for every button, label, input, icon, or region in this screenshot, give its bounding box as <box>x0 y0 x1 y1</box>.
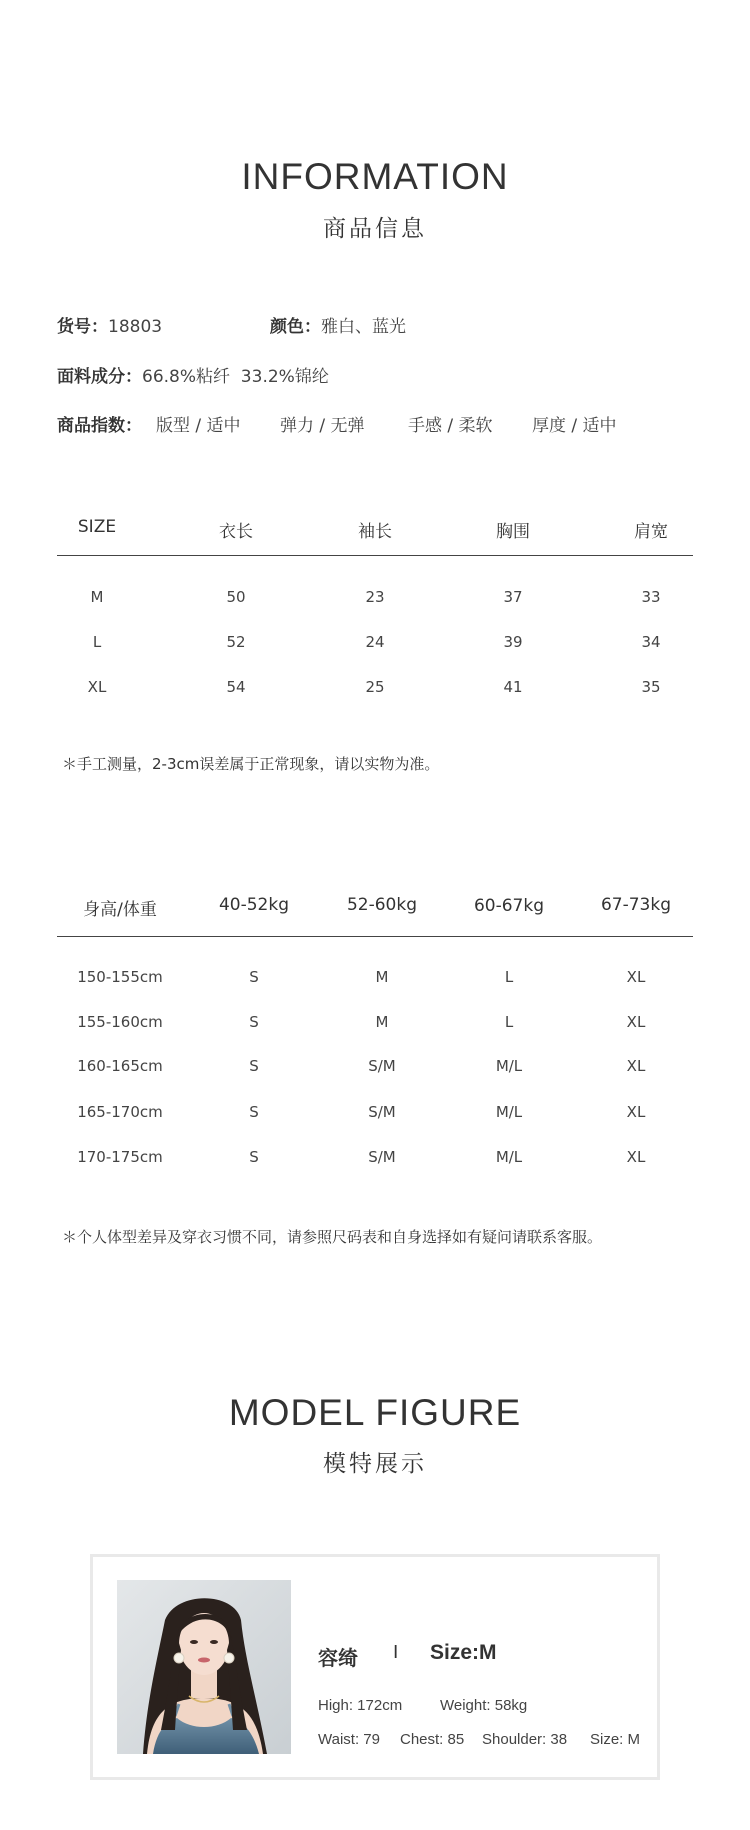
fit-cell: 165-170cm <box>77 1103 163 1121</box>
size-table-divider <box>57 555 693 556</box>
color-label: 颜色： <box>270 317 321 337</box>
model-weight: Weight: 58kg <box>440 1697 528 1714</box>
fit-cell: 170-175cm <box>77 1148 163 1166</box>
fit-cell: M/L <box>495 1148 523 1166</box>
model-title-cn: 模特展示 <box>323 1451 427 1477</box>
fit-header: 60-67kg <box>473 896 545 916</box>
model-portrait-illustration <box>117 1580 291 1754</box>
size-table-note: ＊手工测量，2-3cm误差属于正常现象，请以实物为准。 <box>62 755 440 773</box>
fit-cell: 150-155cm <box>77 968 163 986</box>
info-title-cn: 商品信息 <box>323 216 427 242</box>
index-line <box>57 411 142 436</box>
index-hand-feel: 手感 / 柔软 <box>408 416 493 436</box>
fit-header: 身高/体重 <box>83 900 157 920</box>
fit-cell: S/M <box>368 1148 396 1166</box>
fit-cell: S <box>249 968 259 986</box>
fabric-label: 面料成分： <box>57 367 142 387</box>
index-elasticity: 弹力 / 无弹 <box>280 416 365 436</box>
model-photo <box>117 1580 291 1754</box>
size-cell: XL <box>87 678 107 696</box>
color-value: 雅白、蓝光 <box>321 317 406 337</box>
size-cell: 24 <box>365 633 385 651</box>
fit-cell: S <box>249 1057 259 1075</box>
model-title-en: MODEL FIGURE <box>228 1392 522 1433</box>
fabric-line <box>57 362 329 387</box>
index-thickness: 厚度 / 适中 <box>532 416 617 436</box>
fit-cell: XL <box>626 1013 646 1031</box>
fit-cell: S <box>249 1013 259 1031</box>
fit-cell: XL <box>626 1103 646 1121</box>
model-size: Size:M <box>430 1641 497 1664</box>
fit-cell: S <box>249 1148 259 1166</box>
size-cell: 23 <box>365 588 385 606</box>
size-header: SIZE <box>77 517 117 537</box>
model-waist: Waist: 79 <box>318 1731 380 1748</box>
index-fit: 版型 / 适中 <box>156 416 241 436</box>
fit-cell: S/M <box>368 1103 396 1121</box>
index-label: 商品指数： <box>57 416 142 436</box>
fit-cell: 160-165cm <box>77 1057 163 1075</box>
item-number-line <box>57 312 162 337</box>
fit-cell: L <box>504 1013 514 1031</box>
size-header: 衣长 <box>219 522 253 542</box>
fit-header: 67-73kg <box>600 895 672 915</box>
model-chest: Chest: 85 <box>400 1731 465 1748</box>
size-cell: L <box>92 633 102 651</box>
size-cell: M <box>90 588 104 606</box>
fit-cell: XL <box>626 968 646 986</box>
fit-cell: XL <box>626 1057 646 1075</box>
size-cell: 34 <box>641 633 661 651</box>
fit-table-note: ＊个人体型差异及穿衣习惯不同，请参照尺码表和自身选择如有疑问请联系客服。 <box>62 1228 603 1246</box>
fit-cell: S <box>249 1103 259 1121</box>
fit-cell: XL <box>626 1148 646 1166</box>
size-header: 胸围 <box>496 522 530 542</box>
color-line <box>270 312 406 337</box>
size-header: 袖长 <box>358 522 392 542</box>
fit-cell: M <box>375 1013 389 1031</box>
fit-cell: S/M <box>368 1057 396 1075</box>
fit-cell: M/L <box>495 1103 523 1121</box>
fit-cell: M/L <box>495 1057 523 1075</box>
fit-header: 52-60kg <box>346 895 418 915</box>
size-cell: 54 <box>226 678 246 696</box>
size-cell: 35 <box>641 678 661 696</box>
fabric-value: 66.8%粘纤 33.2%锦纶 <box>142 367 329 387</box>
size-cell: 37 <box>503 588 523 606</box>
item-number-value: 18803 <box>108 317 163 337</box>
size-header: 肩宽 <box>634 522 668 542</box>
model-height: High: 172cm <box>318 1697 403 1714</box>
size-cell: 41 <box>503 678 523 696</box>
size-cell: 25 <box>365 678 385 696</box>
size-cell: 33 <box>641 588 661 606</box>
model-shoulder: Shoulder: 38 <box>482 1731 568 1748</box>
size-cell: 50 <box>226 588 246 606</box>
size-cell: 52 <box>226 633 246 651</box>
fit-cell: M <box>375 968 389 986</box>
item-number-label: 货号： <box>57 317 108 337</box>
model-size-short: Size: M <box>590 1731 641 1748</box>
model-name: 容绮 <box>318 1646 358 1670</box>
fit-cell: L <box>504 968 514 986</box>
size-cell: 39 <box>503 633 523 651</box>
fit-cell: 155-160cm <box>77 1013 163 1031</box>
fit-header: 40-52kg <box>218 895 290 915</box>
fit-table-divider <box>57 936 693 937</box>
info-title-en: INFORMATION <box>241 156 509 197</box>
model-separator: I <box>393 1642 399 1663</box>
